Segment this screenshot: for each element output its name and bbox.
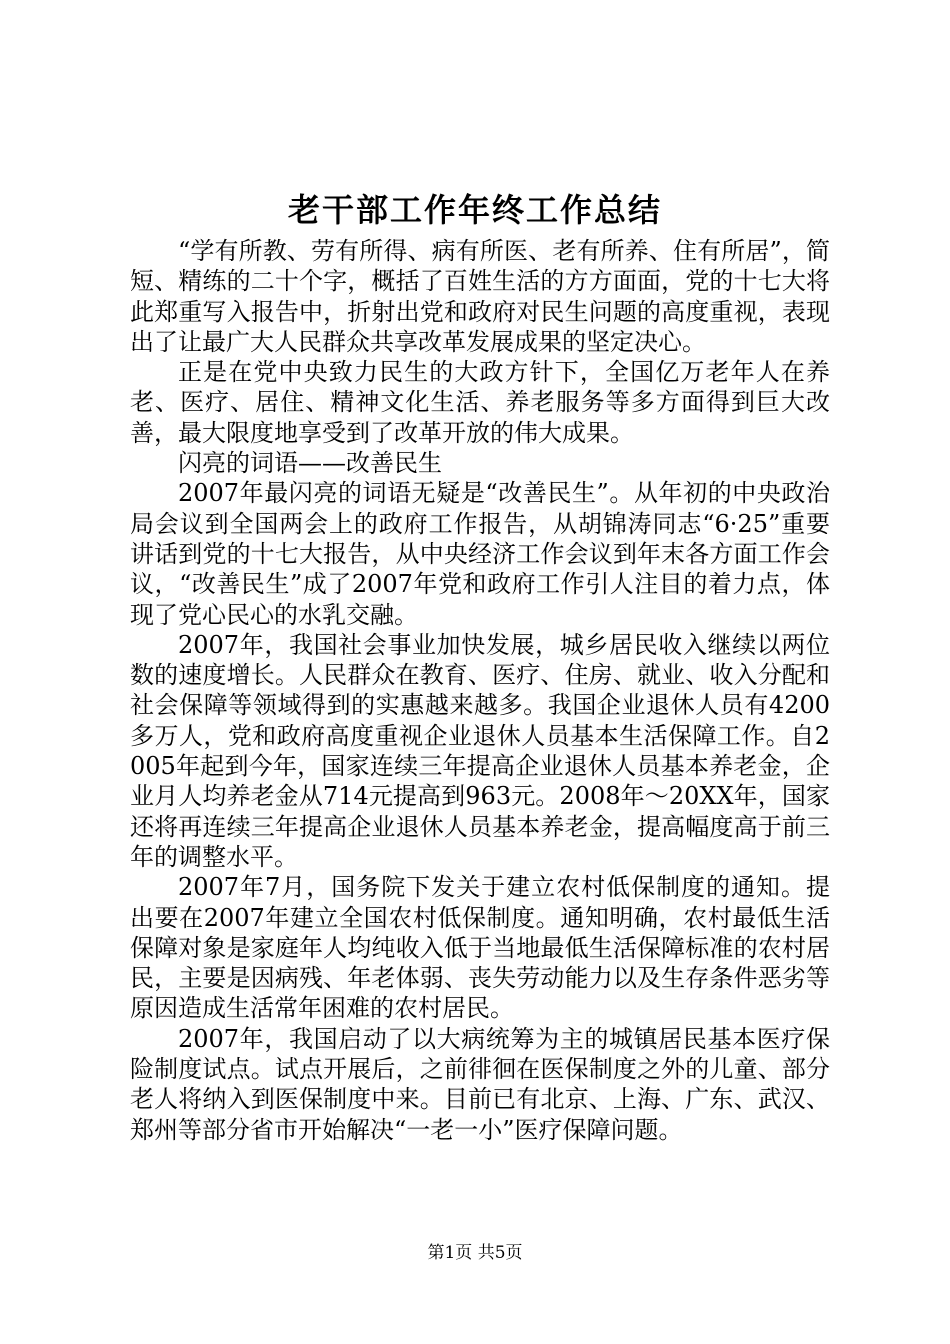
document-body: [130, 236, 830, 1145]
paragraph-2: 正是在党中央致力民生的大政方针下，全国亿万老年人在养老、医疗、居住、精神文化生活、养老服务等多方面得到巨大改善，最大限度地享受到了改革开放的伟大成果。: [130, 358, 830, 447]
paragraph-4: 2007年，我国社会事业加快发展，城乡居民收入继续以两位数的速度增长。人民群众在教育、医疗、住房、就业、收入分配和社会保障等领域得到的实惠越来越多。我国企业退休人员有4200多万人，党和政府高度重视企业退休人员基本生活保障工作。自2005年起到今年，国家连续三年提高企业退休人员基本养老金，企业月人均养老金从714元提高到963元。2008年～20XX年，国家还将再连续三年提高企业退休人员基本养老金，提高幅度高于前三年的调整水平。: [130, 630, 830, 871]
document-title: 老干部工作年终工作总结: [287, 191, 662, 229]
section-heading: 闪亮的词语——改善民生: [178, 449, 442, 478]
paragraph-1: “学有所教、劳有所得、病有所医、老有所养、住有所居”，简短、精练的二十个字，概括了百姓生活的方方面面，党的十七大将此郑重写入报告中，折射出党和政府对民生问题的高度重视，表现出了让最广大人民群众共享改革发展成果的坚定决心。: [130, 237, 830, 356]
paragraph-5: 2007年7月，国务院下发关于建立农村低保制度的通知。提出要在2007年建立全国农村低保制度。通知明确，农村最低生活保障对象是家庭年人均纯收入低于当地最低生活保障标准的农村居民，主要是因病残、年老体弱、丧失劳动能力以及生存条件恶劣等原因造成生活常年困难的农村居民。: [130, 873, 830, 1023]
paragraph-6: 2007年，我国启动了以大病统筹为主的城镇居民基本医疗保险制度试点。试点开展后，之前徘徊在医保制度之外的儿童、部分老人将纳入到医保制度中来。目前已有北京、上海、广东、武汉、郑州等部分省市开始解决“一老一小”医疗保障问题。: [130, 1024, 830, 1144]
page-number-footer: 第1页 共5页: [427, 1243, 523, 1263]
paragraph-3: 2007年最闪亮的词语无疑是“改善民生”。从年初的中央政治局会议到全国两会上的政府工作报告，从胡锦涛同志“6·25”重要讲话到党的十七大报告，从中央经济工作会议到年末各方面工作会议，“改善民生”成了2007年党和政府工作引人注目的着力点，体现了党心民心的水乳交融。: [130, 479, 830, 629]
